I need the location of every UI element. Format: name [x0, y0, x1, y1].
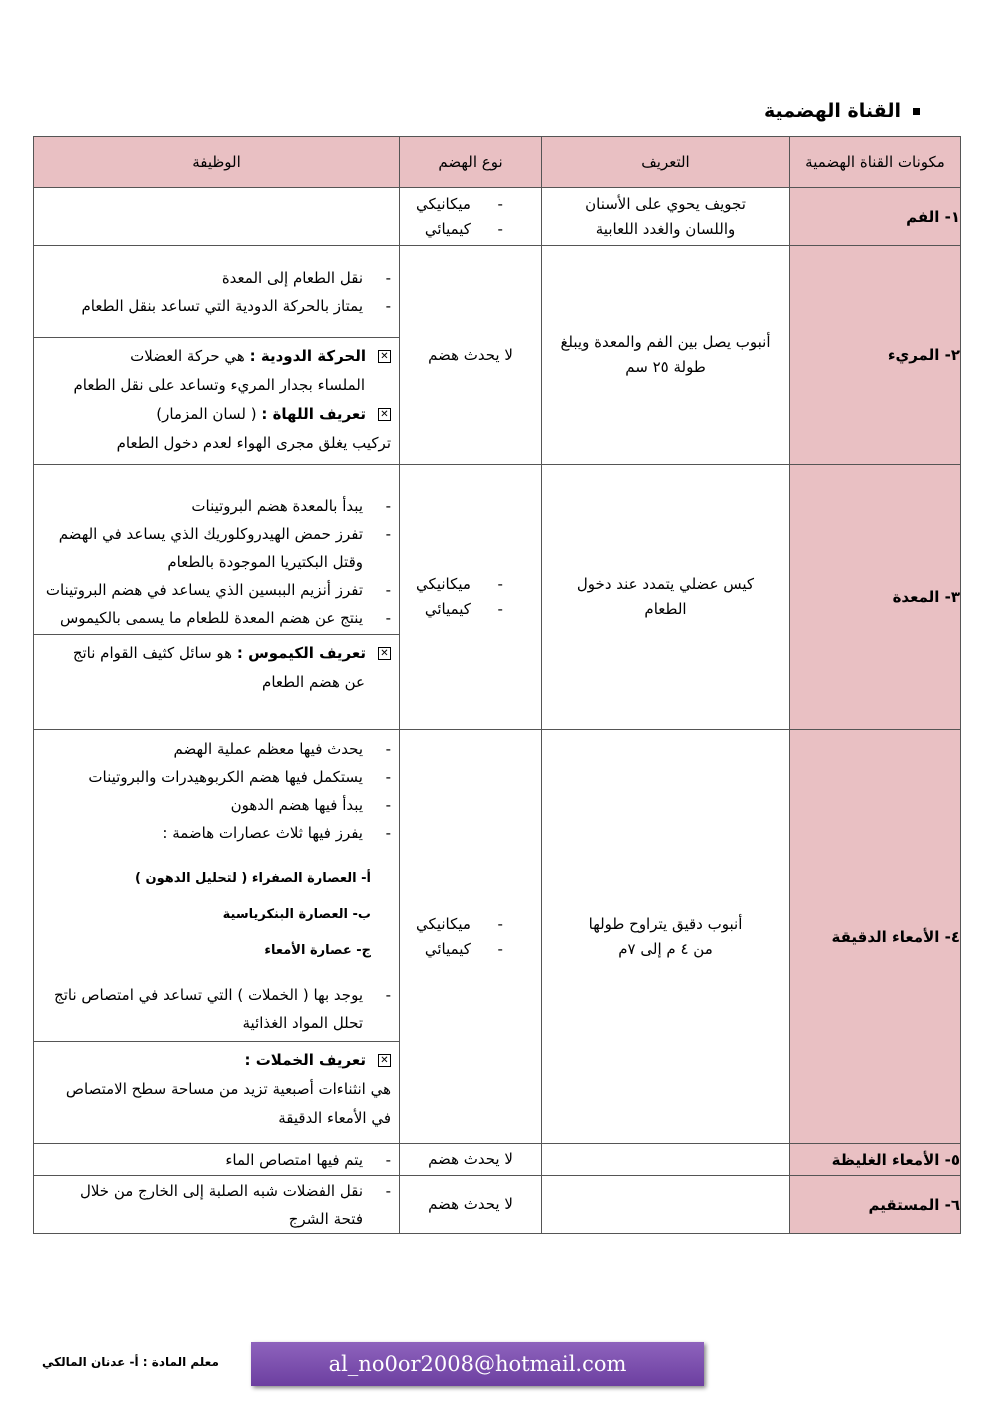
- definition-cell: كيس عضلي يتمدد عند دخول الطعام: [542, 465, 790, 730]
- digestion-type-cell: لا يحدث هضم: [400, 1144, 542, 1176]
- juice-item: أ- العصارة الصفراء ( لتحليل الدهون ): [135, 870, 371, 886]
- component-cell: ٣- المعدة: [790, 465, 961, 730]
- definition-cell: أنبوب يصل بين الفم والمعدة ويبلغ طولة ٢٥ سم: [542, 246, 790, 465]
- digestion-type-cell: - ميكانيكي - كيميائي: [400, 188, 542, 246]
- component-cell: ٦- المستقيم: [790, 1176, 961, 1234]
- digestion-type-cell: لا يحدث هضم: [400, 1176, 542, 1234]
- square-bullet-icon: [913, 108, 920, 115]
- col-header-function: الوظيفة: [34, 137, 400, 188]
- function-cell: [34, 188, 400, 246]
- checkbox-icon: ✕: [378, 408, 391, 421]
- table-row: [34, 1144, 961, 1176]
- function-cell: - يتم فيها امتصاص الماء: [34, 1144, 400, 1176]
- function-cell: - يحدث فيها معظم عملية الهضم - يستكمل فيها هضم الكربوهيدرات والبروتينات - يبدأ فيها هضم الدهون - يفرز فيها ثلاث عصارات هاضمة : أ- العصارة الصفراء ( لتحليل الدهون ) ب- العصارة البنكرياسية ج- عصارة الأمعاء - يوجد بها ( الخملات ) التي تساعد في امتصاص ناتج تحلل المواد الغذائية ✕تعريف الخملات : هي انثناءات أصبعية تزيد من مساحة سطح الامتصاص في الأمعاء الدقيقة: [34, 730, 400, 1144]
- function-cell: - نقل الفضلات شبه الصلبة إلى الخارج من خلال فتحة الشرج: [34, 1176, 400, 1234]
- table-row: [34, 1176, 961, 1234]
- teacher-credit: معلم المادة : أ- عدنان المالكي: [42, 1355, 219, 1369]
- table-row: [34, 730, 961, 1144]
- col-header-components: مكونات القناة الهضمية: [790, 137, 961, 188]
- juice-item: ب- العصارة البنكرياسية: [222, 906, 371, 922]
- col-header-type: نوع الهضم: [400, 137, 542, 188]
- checkbox-icon: ✕: [378, 647, 391, 660]
- digestion-type-cell: لا يحدث هضم: [400, 246, 542, 465]
- digestion-type-cell: - ميكانيكي - كيميائي: [400, 730, 542, 1144]
- table-row: [34, 246, 961, 465]
- definition-cell: أنبوب دقيق يتراوح طولها من ٤ م إلى ٧م: [542, 730, 790, 1144]
- section-heading: القناة الهضمية: [764, 100, 920, 122]
- table-row: [34, 188, 961, 246]
- checkbox-icon: ✕: [378, 350, 391, 363]
- component-cell: ٥- الأمعاء الغليظة: [790, 1144, 961, 1176]
- col-header-definition: التعريف: [542, 137, 790, 188]
- table-row: [34, 465, 961, 730]
- table-header-row: [34, 137, 961, 188]
- email-banner: al_no0or2008@hotmail.com: [251, 1342, 704, 1386]
- definition-box: ✕تعريف الكيموس : هو سائل كثيف القوام ناتج عن هضم الطعام: [34, 634, 399, 703]
- definition-box: ✕تعريف الخملات : هي انثناءات أصبعية تزيد من مساحة سطح الامتصاص في الأمعاء الدقيقة: [34, 1041, 399, 1139]
- checkbox-icon: ✕: [378, 1054, 391, 1067]
- component-cell: ٤- الأمعاء الدقيقة: [790, 730, 961, 1144]
- digestive-canal-table: [33, 136, 961, 1234]
- component-cell: ٢- المريء: [790, 246, 961, 465]
- definition-cell: [542, 1144, 790, 1176]
- definition-cell: تجويف يحوي على الأسنان واللسان والغدد اللعابية: [542, 188, 790, 246]
- definition-cell: [542, 1176, 790, 1234]
- juice-item: ج- عصارة الأمعاء: [264, 942, 371, 958]
- function-cell: - نقل الطعام إلى المعدة - يمتاز بالحركة الدودية التي تساعد بنقل الطعام ✕الحركة الدودية : هي حركة العضلات الملساء بجدار المريء وتساعد على نقل الطعام ✕تعريف اللهاة : ( لسان المزمار) تركيب يغلق مجرى الهواء لعدم دخول الطعام: [34, 246, 400, 465]
- digestion-type-cell: - ميكانيكي - كيميائي: [400, 465, 542, 730]
- function-cell: - يبدأ بالمعدة هضم البروتينات - تفرز حمض الهيدروكلوريك الذي يساعد في الهضم وقتل البكتيريا الموجودة بالطعام - تفرز أنزيم الببسين الذي يساعد في هضم البروتينات - ينتج عن هضم المعدة للطعام ما يسمى بالكيموس ✕تعريف الكيموس : هو سائل كثيف القوام ناتج عن هضم الطعام: [34, 465, 400, 730]
- component-cell: ١- الفم: [790, 188, 961, 246]
- definition-box: ✕الحركة الدودية : هي حركة العضلات الملساء بجدار المريء وتساعد على نقل الطعام ✕تعريف اللهاة : ( لسان المزمار) تركيب يغلق مجرى الهواء لعدم دخول الطعام: [34, 337, 399, 464]
